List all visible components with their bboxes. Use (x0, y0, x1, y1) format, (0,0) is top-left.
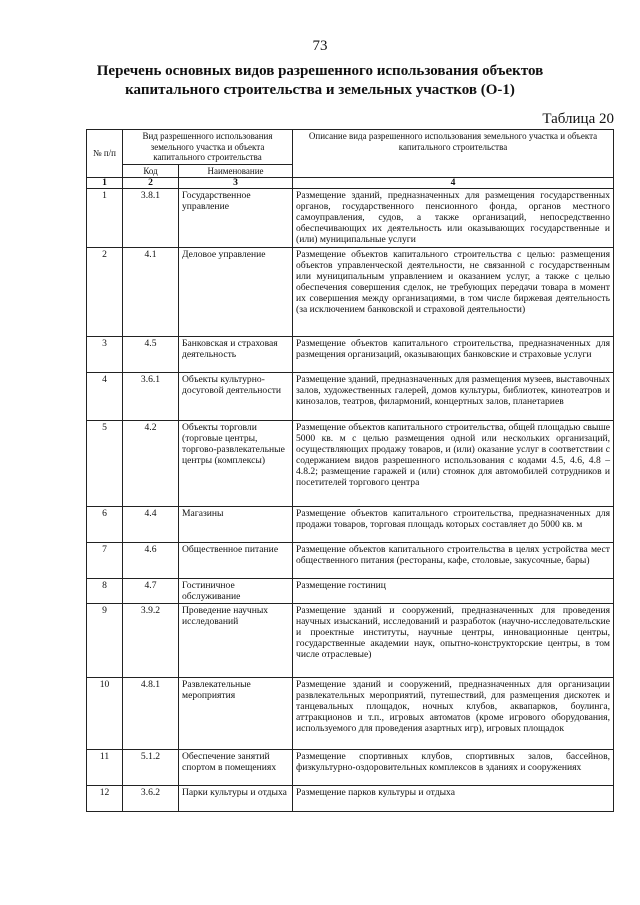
row-name-cell: Обеспечение занятий спортом в помещениях (179, 750, 293, 786)
header-code: Код (123, 164, 179, 178)
row-number-cell: 1 (87, 189, 123, 248)
row-number-cell: 5 (87, 421, 123, 507)
row-name-cell: Парки культуры и отдыха (179, 786, 293, 812)
row-code-cell: 3.9.2 (123, 604, 179, 678)
row-description-cell: Размещение зданий и сооружений, предназначенных для организации развлекательных мероприятий, путешествий, для размещения дискотек и танцевальных площадок, ночных клубов, аквапарков, боулинга, аттракционов и т.п., игровых автоматов (кроме игрового оборудования, используемого для проведения азартных игр), игровых площадок (293, 678, 614, 750)
table-row (87, 507, 614, 543)
row-description-cell: Размещение гостиниц (293, 579, 614, 604)
table-row (87, 786, 614, 812)
column-index-cell: 3 (179, 178, 293, 189)
table-row (87, 604, 614, 678)
row-name-cell: Объекты культурно-досуговой деятельности (179, 373, 293, 421)
row-number-cell: 9 (87, 604, 123, 678)
table-row (87, 421, 614, 507)
document-title (60, 62, 580, 100)
row-number-cell: 4 (87, 373, 123, 421)
row-description-cell: Размещение спортивных клубов, спортивных залов, бассейнов, физкультурно-оздоровительных комплексов в зданиях и сооружениях (293, 750, 614, 786)
land-use-table (86, 129, 614, 812)
column-index-cell: 4 (293, 178, 614, 189)
row-code-cell: 3.6.2 (123, 786, 179, 812)
row-code-cell: 3.8.1 (123, 189, 179, 248)
table-row (87, 337, 614, 373)
header-name: Наименование (179, 164, 293, 178)
row-description-cell: Размещение зданий, предназначенных для размещения музеев, выставочных залов, художественных галерей, домов культуры, библиотек, кинотеатров и кинозалов, театров, филармоний, концертных залов, планетариев (293, 373, 614, 421)
row-code-cell: 4.1 (123, 248, 179, 337)
title-line-2: капитального строительства и земельных участков (О-1) (125, 82, 515, 98)
row-name-cell: Проведение научных исследований (179, 604, 293, 678)
row-code-cell: 3.6.1 (123, 373, 179, 421)
row-description-cell: Размещение зданий и сооружений, предназначенных для проведения научных изысканий, исследований и разработок (научно-исследовательские и проектные институты, научные центры, инновационные центры, государственные академии наук, опытно-конструкторские центры, в том числе отраслевые) (293, 604, 614, 678)
row-number-cell: 11 (87, 750, 123, 786)
row-description-cell: Размещение объектов капитального строительства, общей площадью свыше 5000 кв. м с целью размещения одной или нескольких организаций, осуществляющих продажу товаров, и (или) оказание услуг в соответствии с содержанием видов разрешенного использования с кодами 4.5, 4.6, 4.8 – 4.8.2; размещение гаражей и (или) стоянок для автомобилей сотрудников и посетителей торгового центра (293, 421, 614, 507)
table-row (87, 373, 614, 421)
row-code-cell: 4.6 (123, 543, 179, 579)
row-number-cell: 12 (87, 786, 123, 812)
table-row (87, 543, 614, 579)
table-row (87, 189, 614, 248)
header-description: Описание вида разрешенного использования земельного участка и объекта капитального строительства (293, 130, 614, 178)
header-row-top (87, 130, 614, 165)
row-name-cell: Государственное управление (179, 189, 293, 248)
row-number-cell: 3 (87, 337, 123, 373)
row-code-cell: 4.2 (123, 421, 179, 507)
table-row (87, 579, 614, 604)
table-caption: Таблица 20 (542, 111, 614, 127)
table-row (87, 678, 614, 750)
column-index-row (87, 178, 614, 189)
row-number-cell: 10 (87, 678, 123, 750)
row-number-cell: 8 (87, 579, 123, 604)
header-type-group: Вид разрешенного использования земельного участка и объекта капитального строительства (123, 130, 293, 165)
row-name-cell: Магазины (179, 507, 293, 543)
row-number-cell: 7 (87, 543, 123, 579)
page-number: 73 (312, 38, 328, 54)
row-description-cell: Размещение парков культуры и отдыха (293, 786, 614, 812)
title-line-1: Перечень основных видов разрешенного использования объектов (96, 63, 544, 79)
column-index-cell: 2 (123, 178, 179, 189)
row-description-cell: Размещение объектов капитального строительства, предназначенных для продажи товаров, торговая площадь которых составляет до 5000 кв. м (293, 507, 614, 543)
row-name-cell: Объекты торговли (торговые центры, торгово-развлекательные центры (комплексы) (179, 421, 293, 507)
row-code-cell: 4.8.1 (123, 678, 179, 750)
row-description-cell: Размещение объектов капитального строительства с целью: размещения объектов управленческой деятельности, не связанной с государственным или муниципальным управлением и оказанием услуг, а также с целью обеспечения совершения сделок, не требующих передачи товара в момент их совершения между организациями, в том числе биржевая деятельность (за исключением банковской и страховой деятельности) (293, 248, 614, 337)
row-name-cell: Общественное питание (179, 543, 293, 579)
row-code-cell: 4.4 (123, 507, 179, 543)
row-description-cell: Размещение объектов капитального строительства в целях устройства мест общественного питания (рестораны, кафе, столовые, закусочные, бары) (293, 543, 614, 579)
row-name-cell: Гостиничное обслуживание (179, 579, 293, 604)
column-index-cell: 1 (87, 178, 123, 189)
row-name-cell: Деловое управление (179, 248, 293, 337)
row-description-cell: Размещение зданий, предназначенных для размещения государственных органов, государственного пенсионного фонда, органов местного самоуправления, судов, а также организаций, непосредственно обеспечивающих их деятельность или оказывающих государственные и (или) муниципальные услуги (293, 189, 614, 248)
row-name-cell: Развлекательные мероприятия (179, 678, 293, 750)
row-number-cell: 6 (87, 507, 123, 543)
table-row (87, 750, 614, 786)
row-code-cell: 5.1.2 (123, 750, 179, 786)
row-number-cell: 2 (87, 248, 123, 337)
row-code-cell: 4.5 (123, 337, 179, 373)
header-number: № п/п (87, 130, 123, 178)
row-name-cell: Банковская и страховая деятельность (179, 337, 293, 373)
row-code-cell: 4.7 (123, 579, 179, 604)
table-row (87, 248, 614, 337)
row-description-cell: Размещение объектов капитального строительства, предназначенных для размещения организаций, оказывающих банковские и страховые услуги (293, 337, 614, 373)
